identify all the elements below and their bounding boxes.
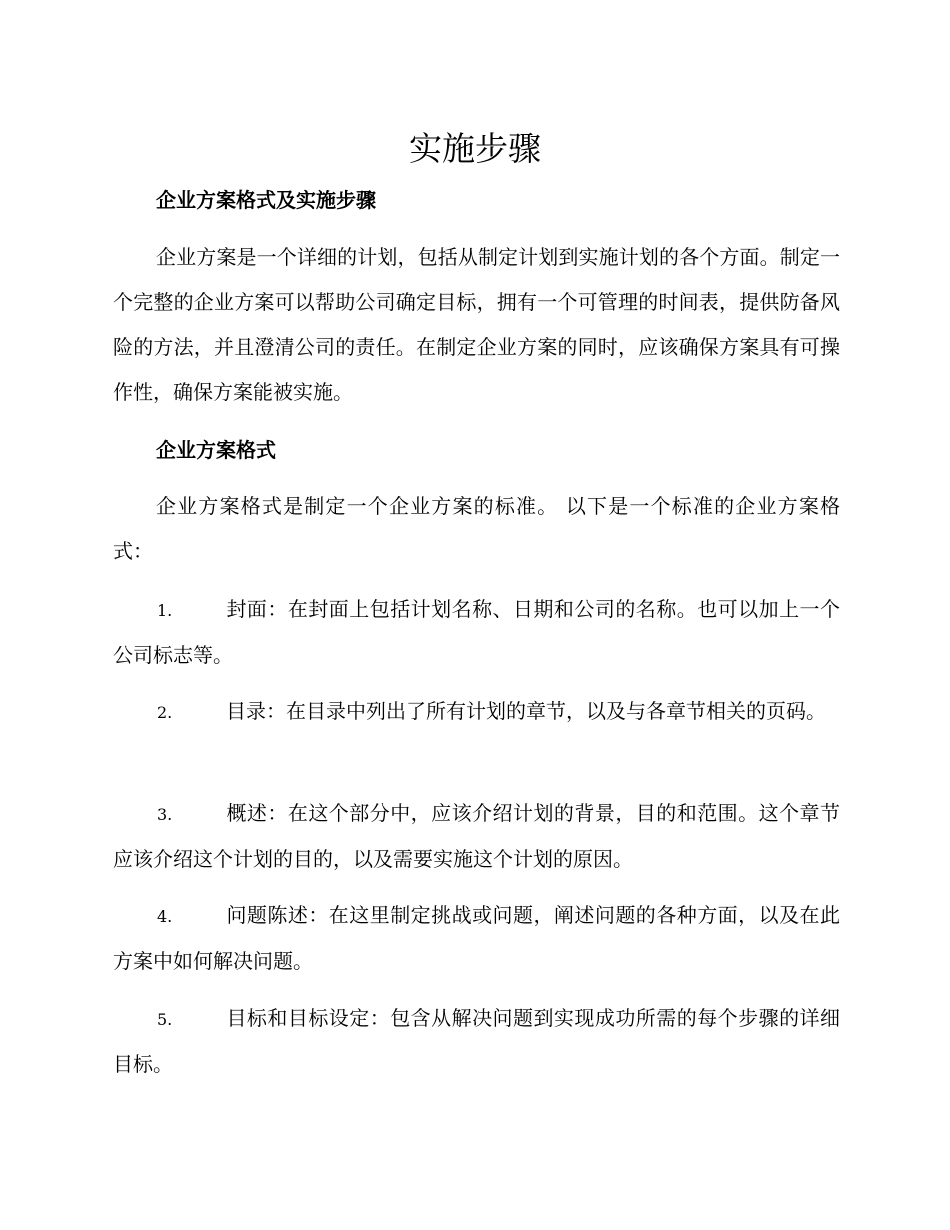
list-item-cover xyxy=(113,587,840,678)
list-item-text: 目录：在目录中列出了所有计划的章节，以及与各章节相关的页码。 xyxy=(226,699,826,723)
page-title: 实施步骤 xyxy=(409,129,541,168)
list-item-toc xyxy=(113,689,840,735)
list-item-text: 目标和目标设定：包含从解决问题到实现成功所需的每个步骤的详细目标。 xyxy=(113,1006,840,1076)
list-item-goals xyxy=(113,996,840,1087)
list-item-number: 3. xyxy=(157,805,173,824)
list-item-problem-statement xyxy=(113,893,840,984)
section-heading-plan-format-and-steps: 企业方案格式及实施步骤 xyxy=(156,188,376,212)
list-item-number: 2. xyxy=(157,703,173,722)
list-item-overview xyxy=(113,791,840,882)
list-item-number: 1. xyxy=(157,601,173,620)
list-item-number: 5. xyxy=(157,1010,173,1029)
list-item-text: 问题陈述：在这里制定挑战或问题，阐述问题的各种方面，以及在此方案中如何解决问题。 xyxy=(113,903,840,973)
list-item-text: 封面：在封面上包括计划名称、日期和公司的名称。也可以加上一个公司标志等。 xyxy=(113,597,840,667)
format-paragraph: 企业方案格式是制定一个企业方案的标准。 以下是一个标准的企业方案格式： xyxy=(113,494,840,563)
list-item-text: 概述：在这个部分中，应该介绍计划的背景，目的和范围。这个章节应该介绍这个计划的目的，以及需要实施这个计划的原因。 xyxy=(113,801,840,871)
intro-paragraph: 企业方案是一个详细的计划，包括从制定计划到实施计划的各个方面。制定一个完整的企业方案可以帮助公司确定目标，拥有一个可管理的时间表，提供防备风险的方法，并且澄清公司的责任。在制定企业方案的同时，应该确保方案具有可操作性，确保方案能被实施。 xyxy=(113,245,840,404)
list-item-number: 4. xyxy=(157,907,173,926)
section-heading-plan-format: 企业方案格式 xyxy=(156,438,276,462)
